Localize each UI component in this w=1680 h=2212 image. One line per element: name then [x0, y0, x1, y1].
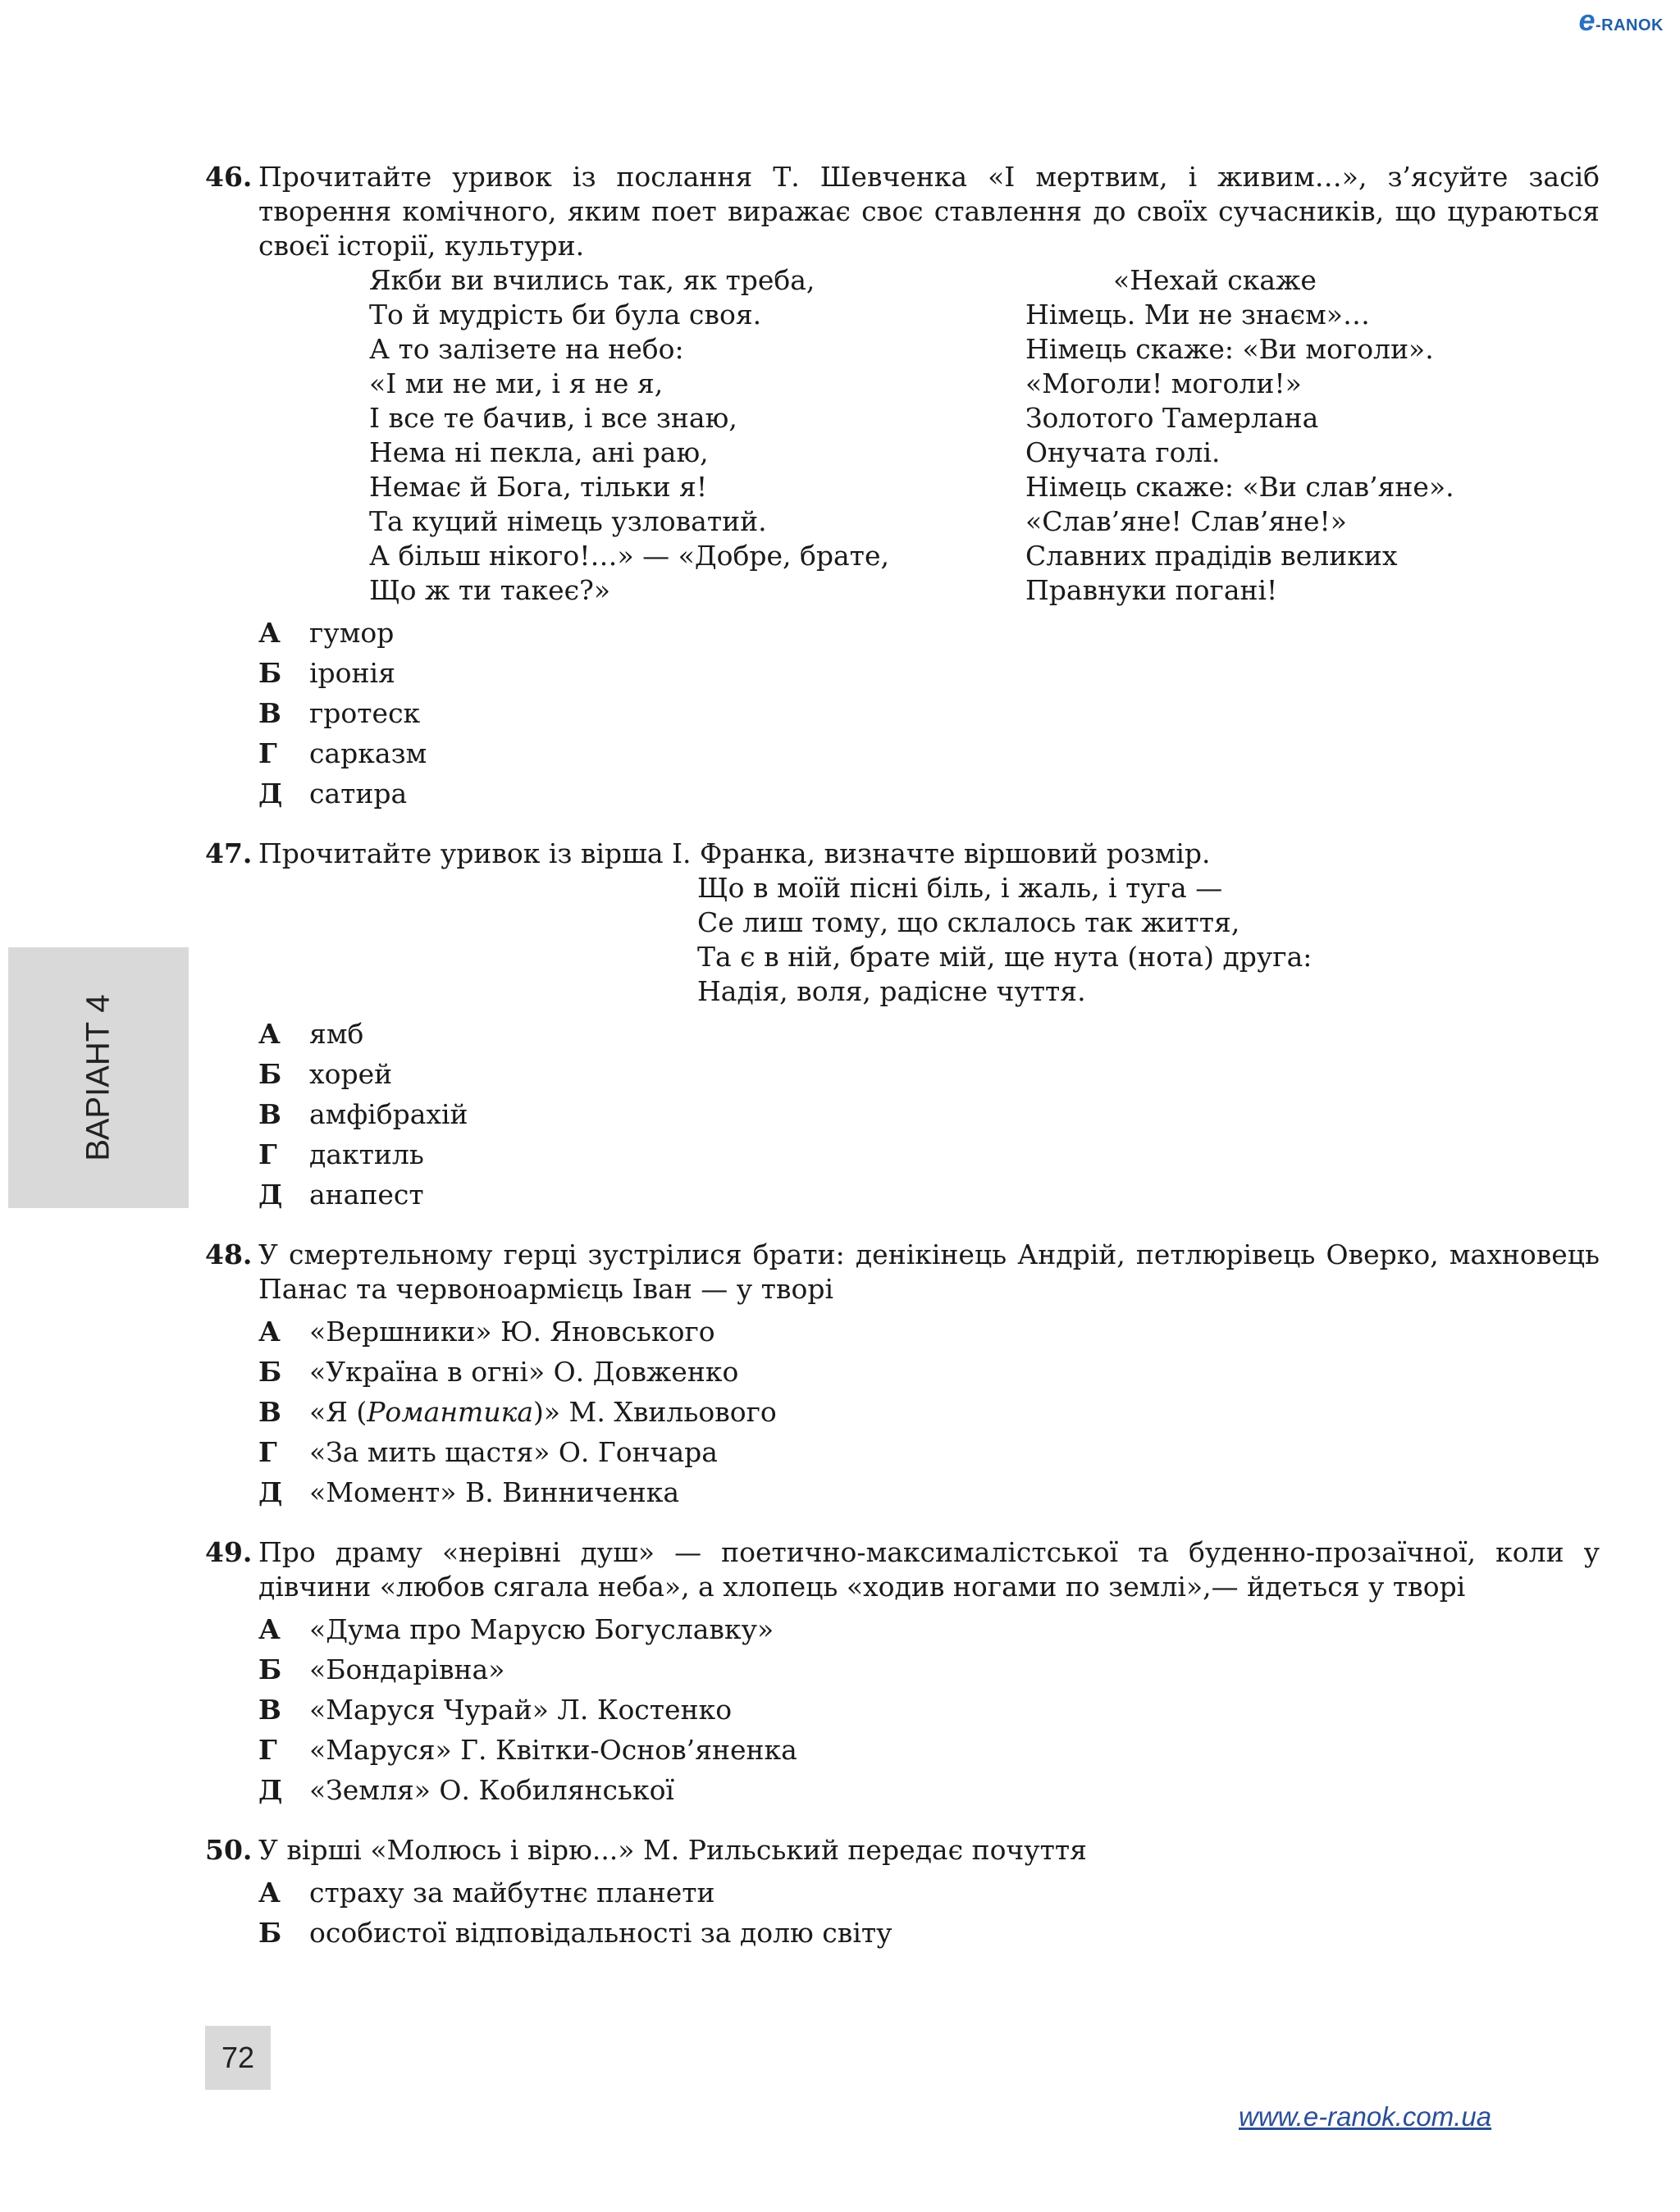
question-48	[205, 1238, 1600, 1512]
option-letter: Б	[258, 657, 282, 689]
poem-line: А більш нікого!…» — «Добре, брате,	[369, 540, 889, 572]
poem-excerpt	[258, 263, 1600, 608]
question-text: У смертельному герці зустрілися брати: денікінець Андрій, петлюрівець Оверко, махновець Панас та червоноармієць Іван — у творі	[258, 1238, 1600, 1305]
poem-line: То й мудрість би була своя.	[369, 299, 762, 331]
option-text: анапест	[309, 1179, 424, 1211]
option-text: «Я (Романтика)» М. Хвильового	[309, 1396, 777, 1428]
answer-option[interactable]	[258, 1913, 1600, 1953]
question-text: Прочитайте уривок із вірша І. Франка, визначте віршовий розмір.	[258, 837, 1211, 869]
answer-option[interactable]	[258, 1352, 1600, 1392]
variant-label: ВАРІАНТ 4	[80, 994, 116, 1161]
poem-line: «Слав’яне! Слав’яне!»	[1025, 505, 1347, 537]
variant-side-tab	[8, 947, 189, 1208]
answer-option[interactable]	[258, 733, 1600, 773]
option-text: «Вершники» Ю. Яновського	[309, 1316, 715, 1348]
option-text: страху за майбутнє планети	[309, 1877, 715, 1909]
option-letter: В	[258, 697, 281, 729]
poem-line: Надія, воля, радісне чуття.	[697, 975, 1086, 1007]
answer-option[interactable]	[258, 1174, 1600, 1215]
answer-option[interactable]	[258, 773, 1600, 814]
option-text: особистої відповідальності за долю світу	[309, 1917, 892, 1949]
publisher-logo: e-RANOK	[1578, 3, 1664, 37]
option-letter: Б	[258, 1058, 282, 1090]
option-letter: Б	[258, 1653, 282, 1685]
option-letter: Г	[258, 1138, 277, 1170]
option-text: «Бондарівна»	[309, 1653, 505, 1685]
poem-line: Правнуки погані!	[1025, 574, 1278, 606]
option-letter: Б	[258, 1917, 282, 1949]
poem-line: Німець скаже: «Ви моголи».	[1025, 333, 1434, 365]
question-50	[205, 1833, 1600, 1953]
answer-option[interactable]	[258, 1872, 1600, 1913]
poem-line: Золотого Тамерлана	[1025, 402, 1319, 434]
answer-option[interactable]	[258, 1014, 1600, 1054]
poem-line: І все те бачив, і все знаю,	[369, 402, 737, 434]
option-text: сарказм	[309, 737, 427, 769]
poem-excerpt	[258, 871, 1600, 1009]
answer-option[interactable]	[258, 693, 1600, 733]
question-number: 48.	[205, 1238, 253, 1270]
option-text: амфібрахій	[309, 1098, 468, 1130]
answer-option[interactable]	[258, 1392, 1600, 1432]
option-letter: А	[258, 617, 281, 649]
option-text: хорей	[309, 1058, 393, 1090]
question-46	[205, 160, 1600, 814]
italic-title: Романтика	[367, 1396, 533, 1428]
option-letter: Б	[258, 1356, 282, 1388]
option-letter: Д	[258, 1774, 283, 1806]
option-letter: А	[258, 1613, 281, 1645]
answer-option[interactable]	[258, 1094, 1600, 1134]
question-number: 49.	[205, 1536, 253, 1568]
poem-line: «Моголи! моголи!»	[1025, 367, 1302, 399]
poem-line: Що в моїй пісні біль, і жаль, і туга —	[697, 872, 1223, 904]
option-text: сатира	[309, 778, 408, 810]
question-text: Про драму «нерівні душ» — поетично-максималістської та буденно-прозаїчної, коли у дівчини «любов сягала неба», а хлопець «ходив ногами по землі»,— йдеться у творі	[258, 1536, 1600, 1603]
option-letter: Г	[258, 1734, 277, 1766]
option-text: «Маруся» Г. Квітки-Основ’яненка	[309, 1734, 797, 1766]
option-letter: В	[258, 1396, 281, 1428]
page-number: 72	[205, 2026, 271, 2090]
answer-option[interactable]	[258, 1134, 1600, 1174]
question-text: Прочитайте уривок із послання Т. Шевченка «І мертвим, і живим…», з’ясуйте засіб творення комічного, яким поет виражає своє ставлення до своїх сучасників, що цураються своєї історії, культури.	[258, 161, 1600, 262]
poem-line: Се лиш тому, що склалось так життя,	[697, 906, 1240, 938]
answer-option[interactable]	[258, 653, 1600, 693]
option-text: гумор	[309, 617, 395, 649]
website-link[interactable]: www.e-ranok.com.ua	[1239, 2101, 1492, 2132]
poem-line: А то залізете на небо:	[369, 333, 684, 365]
answer-option[interactable]	[258, 1609, 1600, 1649]
answer-option[interactable]	[258, 1432, 1600, 1472]
poem-line: Онучата голі.	[1025, 436, 1221, 468]
option-letter: Г	[258, 1436, 277, 1468]
poem-line: Що ж ти такеє?»	[369, 574, 611, 606]
option-text: «Момент» В. Винниченка	[309, 1476, 680, 1508]
poem-line: Та куций німець узловатий.	[369, 505, 767, 537]
option-text: ямб	[309, 1018, 364, 1050]
option-letter: Д	[258, 1476, 283, 1508]
option-text: «Маруся Чурай» Л. Костенко	[309, 1694, 733, 1726]
poem-line: «І ми не ми, і я не я,	[369, 367, 664, 399]
poem-line: Німець скаже: «Ви слав’яне».	[1025, 471, 1454, 503]
option-letter: Д	[258, 778, 283, 810]
option-letter: В	[258, 1694, 281, 1726]
option-letter: В	[258, 1098, 281, 1130]
poem-column-left	[369, 263, 889, 608]
poem-line: Та є в ній, брате мій, ще нута (нота) друга:	[697, 941, 1312, 973]
poem-line: «Нехай скаже	[1113, 264, 1317, 296]
question-number: 50.	[205, 1834, 253, 1866]
answer-options	[258, 1014, 1600, 1215]
answer-option[interactable]	[258, 1311, 1600, 1352]
option-letter: Д	[258, 1179, 283, 1211]
option-letter: Г	[258, 737, 277, 769]
option-text: гротеск	[309, 697, 421, 729]
answer-option[interactable]	[258, 1730, 1600, 1770]
poem-line: Славних прадідів великих	[1025, 540, 1398, 572]
answer-option[interactable]	[258, 1649, 1600, 1690]
answer-options	[258, 1609, 1600, 1810]
question-49	[205, 1535, 1600, 1810]
answer-options	[258, 613, 1600, 814]
answer-option[interactable]	[258, 613, 1600, 653]
poem-column-right	[1025, 263, 1454, 608]
page-content	[205, 160, 1600, 1953]
poem-line: Нема ні пекла, ані раю,	[369, 436, 709, 468]
answer-option[interactable]	[258, 1054, 1600, 1094]
answer-option[interactable]	[258, 1770, 1600, 1810]
answer-options	[258, 1311, 1600, 1512]
poem-line: Немає й Бога, тільки я!	[369, 471, 708, 503]
option-text: «Дума про Марусю Богуславку»	[309, 1613, 774, 1645]
question-number: 46.	[205, 161, 253, 193]
option-text: дактиль	[309, 1138, 424, 1170]
question-number: 47.	[205, 837, 253, 869]
option-text: «За мить щастя» О. Гончара	[309, 1436, 718, 1468]
option-letter: А	[258, 1877, 281, 1909]
option-text: «Україна в огні» О. Довженко	[309, 1356, 739, 1388]
option-letter: А	[258, 1316, 281, 1348]
option-letter: А	[258, 1018, 281, 1050]
poem-line: Німець. Ми не знаєм»…	[1025, 299, 1370, 331]
answer-options	[258, 1872, 1600, 1953]
answer-option[interactable]	[258, 1690, 1600, 1730]
answer-option[interactable]	[258, 1472, 1600, 1512]
question-text: У вірші «Молюсь і вірю...» М. Рильський передає почуття	[258, 1834, 1087, 1866]
question-47	[205, 837, 1600, 1215]
poem-line: Якби ви вчились так, як треба,	[369, 264, 815, 296]
option-text: «Земля» О. Кобилянської	[309, 1774, 674, 1806]
option-text: іронія	[309, 657, 395, 689]
